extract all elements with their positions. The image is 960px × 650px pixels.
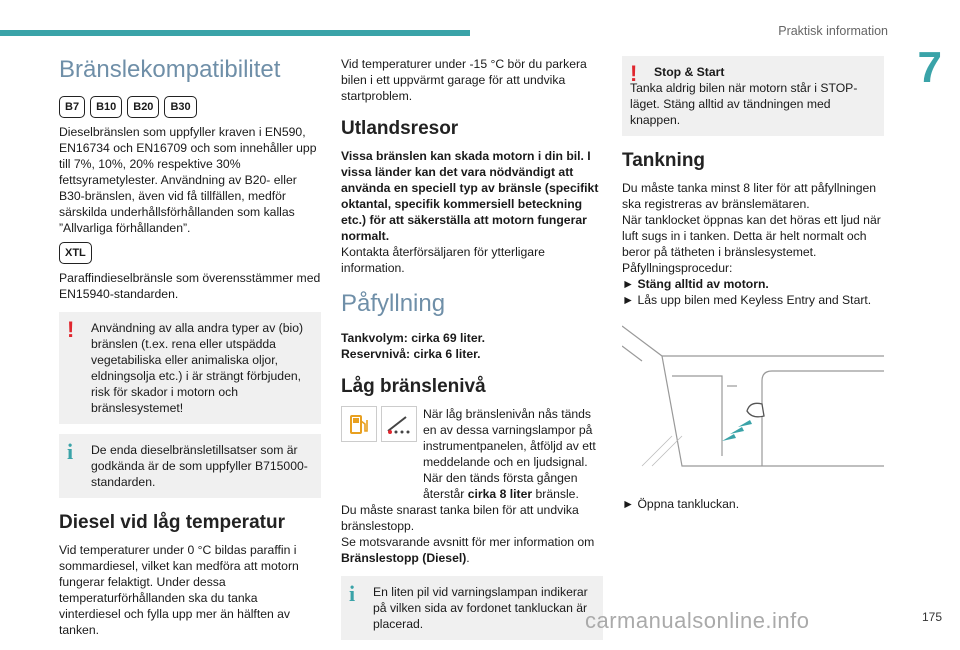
column-1 [59, 56, 321, 644]
procedure-label: Påfyllningsprocedur: [622, 261, 733, 275]
fuel-pump-warning-icon [341, 406, 377, 442]
step-open-flap: ► Öppna tankluckan. [622, 497, 740, 511]
paragraph-abroad-warning: Vissa bränslen kan skada motorn i din bil. I vissa länder kan det vara nödvändigt att använda en speciell typ av bränsle (specifikt oktantal, specifik kommersiell beteckning etc.) för att säkerställa att motorn fungerar normalt. [341, 149, 599, 243]
section-title-low-fuel: Låg bränslenivå [341, 376, 486, 397]
paragraph-refuel-2: När tanklocket öppnas kan det höras ett ljud när luft sugs in i tanken. Detta är helt normalt och beror på tätheten i bränslesystemet. [622, 213, 881, 259]
fuel-flap-illustration [622, 316, 884, 486]
fuel-gauge-icon [381, 406, 417, 442]
section-title-refuel: Tankning [622, 150, 706, 171]
section-title-fuel-compat: Bränslekompatibilitet [59, 56, 281, 83]
fuel-badge-b10: B10 [90, 96, 122, 118]
watermark: carmanualsonline.info [585, 608, 810, 633]
fuel-badge-b7: B7 [59, 96, 85, 118]
paragraph-low-temp: Vid temperaturer under 0 °C bildas paraffin i sommardiesel, vilket kan medföra att motorn fungerar felaktigt. Under dessa temperaturförhållanden ska du tanka vinterdiesel och fylla upp mer än hälften av tanken. [59, 543, 299, 637]
stop-start-text: Tanka aldrig bilen när motorn står i STOP-läget. Stäng alltid av tändningen med knappen. [630, 81, 858, 127]
info-box-arrow [341, 576, 603, 640]
paragraph-garage: Vid temperaturer under -15 °C bör du parkera bilen i ett uppvärmt garage för att undvika startproblem. [341, 57, 587, 103]
step-engine-off: ► Stäng alltid av motorn. [622, 277, 769, 291]
warning-text: Användning av alla andra typer av (bio) bränslen (t.ex. rena eller utspädda vegetabiliska eller animaliska oljor, eldningsolja etc.) i är strängt förbjuden, risk för skador i motorn och bränslesystemet! [91, 321, 304, 415]
warning-icon: ! [630, 61, 638, 86]
info-text: De enda dieselbränsletillsatser som är godkända är de som uppfyller B715000-standarden. [91, 443, 308, 489]
paragraph-low-fuel-2: Du måste snarast tanka bilen för att undvika bränslestopp. [341, 503, 579, 533]
fuel-badge-b30: B30 [164, 96, 196, 118]
paragraph-biodiesel: Dieselbränslen som uppfyller kraven i EN590, EN16734 och EN16709 och som innehåller upp till 7%, 10%, 20% respektive 30% fettsyrametylester. Användning av B20- eller B30-bränslen, även vid få tillfällen, medför särskilda underhållsförhållanden som kallas ”Allvarliga förhållanden”. [59, 125, 317, 235]
paragraph-low-fuel-1 [423, 406, 603, 502]
low-fuel-text-b: bränsle. [532, 487, 579, 501]
section-title-refill: Påfyllning [341, 290, 446, 317]
column-3 [622, 56, 884, 518]
procedure-steps [622, 260, 884, 308]
section-title-abroad: Utlandsresor [341, 118, 459, 139]
info-arrow-text: En liten pil vid varningslampan indikerar på vilken sida av fordonet tankluckan är placerad. [373, 585, 588, 631]
section-title-low-temp: Diesel vid låg temperatur [59, 512, 285, 533]
header-title: Praktisk information [778, 24, 888, 38]
page-number: 175 [921, 610, 942, 624]
warning-box-stop-start [622, 56, 884, 136]
xtl-badge-row [59, 242, 321, 264]
paragraph-abroad-contact: Kontakta återförsäljaren för ytterligare information. [341, 245, 545, 275]
paragraph-low-fuel-3 [341, 534, 603, 566]
fuel-badges [59, 96, 321, 118]
step-unlock: ► Lås upp bilen med Keyless Entry and Start. [622, 293, 872, 307]
reserve-level: Reservnivå: cirka 6 liter. [341, 347, 481, 361]
info-icon: i [67, 439, 74, 464]
info-box-additives [59, 434, 321, 498]
fuel-badge-b20: B20 [127, 96, 159, 118]
stop-start-title: Stop & Start [654, 65, 725, 79]
low-fuel-ref-text: Se motsvarande avsnitt för mer information om [341, 535, 595, 549]
fuel-stop-link[interactable]: Bränslestopp (Diesel) [341, 551, 467, 565]
chapter-number: 7 [917, 43, 942, 92]
column-2 [341, 56, 603, 650]
low-fuel-ref-end: . [466, 551, 470, 565]
low-fuel-block [341, 406, 603, 502]
header-accent-bar [0, 30, 470, 36]
low-fuel-amount: cirka 8 liter [467, 487, 533, 501]
paragraph-refuel-1: Du måste tanka minst 8 liter för att påfyllningen ska registreras av bränslemätaren. [622, 181, 877, 211]
warning-box-fuel [59, 312, 321, 424]
tank-volume: Tankvolym: cirka 69 liter. [341, 331, 486, 345]
low-fuel-text-a: När låg bränslenivån nås tänds en av dessa varningslampor på instrumentpanelen, åtföljd av ett meddelande och en ljudsignal. När den tänds första gången återstår [423, 407, 596, 501]
warning-icon: ! [67, 317, 75, 342]
info-icon: i [349, 581, 356, 606]
low-fuel-icons [341, 406, 417, 442]
fuel-badge-xtl: XTL [59, 242, 92, 264]
paragraph-paraffin: Paraffindieselbränsle som överensstämmer med EN15940-standarden. [59, 271, 321, 301]
